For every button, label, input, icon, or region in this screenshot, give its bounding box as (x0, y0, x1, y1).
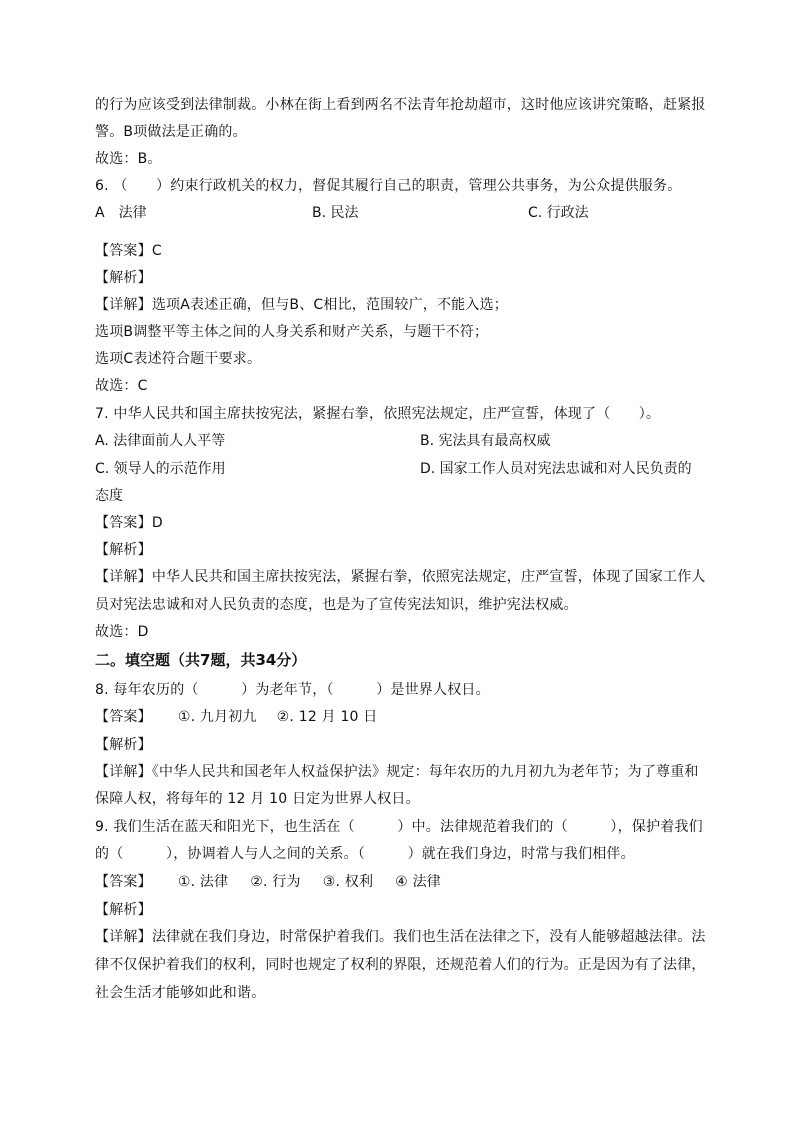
answer-value: ④ 法律 (395, 874, 441, 890)
q7-option-d: D. 国家工作人员对宪法忠诚和对人民负责的 (420, 461, 692, 477)
q9-detail-line-3: 社会生活才能够如此和谐。 (95, 985, 266, 1001)
q6-option-a: A 法律 (95, 205, 147, 221)
q6-choose: 故选：C (95, 378, 148, 394)
q6-analysis-tag: 【解析】 (95, 270, 152, 286)
section-heading: 二。填空题（共7题，共34分） (95, 651, 307, 669)
q7-analysis-tag: 【解析】 (95, 542, 152, 558)
q8-detail-line-2: 保障人权，将每年的 12 月 10 日定为世界人权日。 (95, 791, 420, 807)
answer-value: ①. 法律 (177, 874, 229, 890)
q5-explanation-line-2: 警。B项做法是正确的。 (95, 124, 247, 140)
q7-detail-line-2: 员对宪法忠诚和对人民负责的态度，也是为了宣传宪法知识，维护宪法权威。 (95, 597, 578, 613)
q6-detail-line-1: 【详解】选项A表述正确，但与B、C相比，范围较广，不能入选； (95, 297, 508, 313)
q5-choose: 故选：B。 (95, 151, 162, 167)
detail-tag: 【详解】 (95, 569, 152, 585)
answer-value: C (151, 243, 162, 259)
detail-tag: 【详解】 (95, 929, 152, 945)
q8-answer (95, 708, 378, 726)
answer-tag: 【答案】 (95, 515, 152, 531)
q7-choose: 故选：D (95, 624, 149, 640)
answer-value: ②. 行为 (250, 874, 301, 890)
detail-tag: 【详解】 (95, 297, 152, 313)
q9-detail-line-1: 【详解】法律就在我们身边，时常保护着我们。我们也生活在法律之下，没有人能够超越法律。法 (95, 929, 706, 945)
q6-option-c: C. 行政法 (528, 205, 589, 221)
answer-value: ①. 九月初九 (177, 709, 257, 725)
q8-stem: 8. 每年农历的（ ）为老年节，（ ）是世界人权日。 (95, 682, 490, 698)
detail-tag: 【详解】 (95, 764, 152, 780)
q9-stem-line-1: 9. 我们生活在蓝天和阳光下，也生活在（ ）中。法律规范着我们的（ ），保护着我们 (95, 819, 703, 835)
q6-detail-line-3: 选项C表述符合题干要求。 (95, 351, 262, 367)
answer-value: ②. 12 月 10 日 (276, 709, 378, 725)
answer-tag: 【答案】 (95, 243, 152, 259)
answer-value: D (151, 515, 163, 531)
q7-option-d-continued: 态度 (95, 488, 123, 504)
answer-tag: 【答案】 (95, 709, 152, 725)
q8-analysis-tag: 【解析】 (95, 737, 152, 753)
answer-tag: 【答案】 (95, 874, 152, 890)
q8-detail-line-1: 【详解】《中华人民共和国老年人权益保护法》规定：每年农历的九月初九为老年节；为了尊重和 (95, 764, 699, 780)
q9-stem-line-2: 的（ ），协调着人与人之间的关系。（ ）就在我们身边，时常与我们相伴。 (95, 846, 635, 862)
q7-answer (95, 514, 163, 532)
q9-detail-line-2: 律不仅保护着我们的权利，同时也规定了权利的界限，还规范着人们的行为。正是因为有了法律， (95, 957, 706, 973)
q5-explanation-line-1: 的行为应该受到法律制裁。小林在街上看到两名不法青年抢劫超市，这时他应该讲究策略，赶紧报 (95, 97, 706, 113)
q9-analysis-tag: 【解析】 (95, 902, 152, 918)
answer-value: ③. 权利 (322, 874, 374, 890)
q6-detail-line-2: 选项B调整平等主体之间的人身关系和财产关系，与题干不符； (95, 324, 489, 340)
q7-detail-line-1: 【详解】中华人民共和国主席扶按宪法，紧握右拳，依照宪法规定，庄严宣誓，体现了国家工作人 (95, 569, 706, 585)
q6-option-b: B. 民法 (312, 205, 359, 221)
q9-answer (95, 873, 441, 891)
q7-option-a: A. 法律面前人人平等 (95, 433, 226, 449)
q7-option-b: B. 宪法具有最高权威 (420, 433, 551, 449)
q6-answer (95, 242, 162, 260)
q7-stem: 7. 中华人民共和国主席扶按宪法，紧握右拳，依照宪法规定，庄严宣誓，体现了（ ）。 (95, 406, 661, 422)
q6-stem: 6. （ ）约束行政机关的权力，督促其履行自己的职责，管理公共事务，为公众提供服务。 (95, 178, 682, 194)
q7-option-c: C. 领导人的示范作用 (95, 461, 226, 477)
